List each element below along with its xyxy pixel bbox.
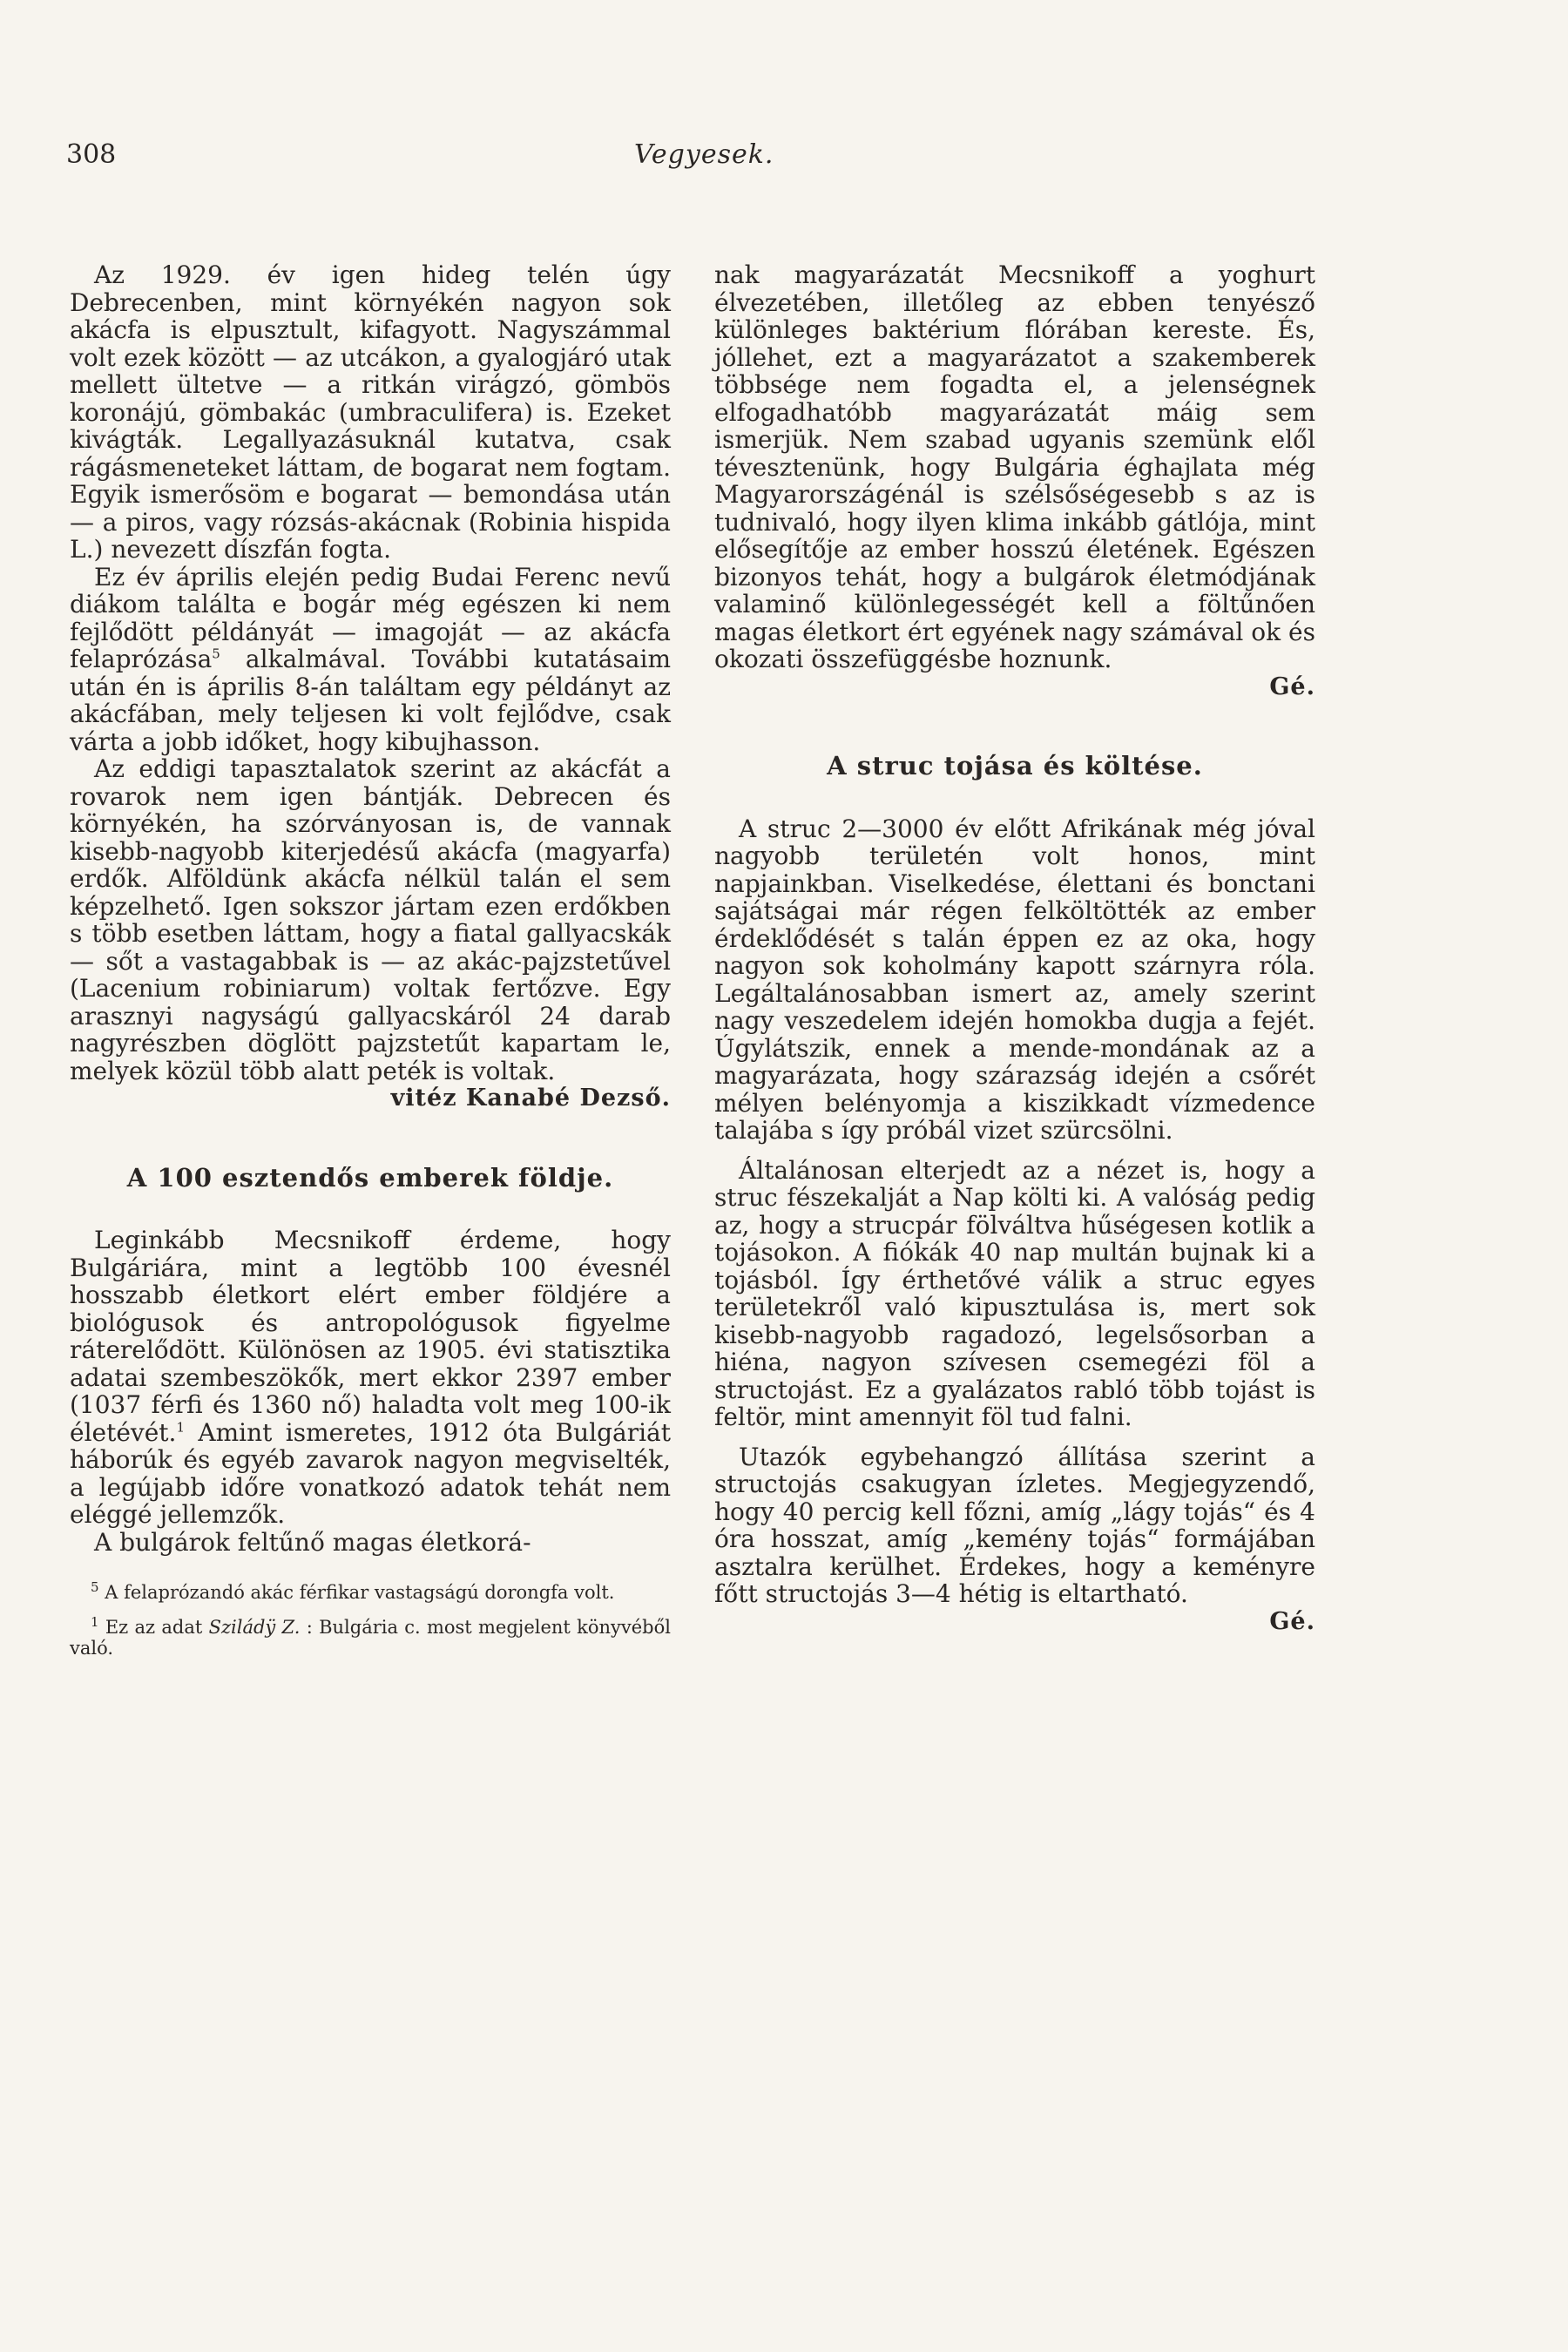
paragraph: Az eddigi tapasztalatok szerint az akácfát a rovarok nem igen bántják. Debrecen és környékén, ha szórványosan is, de vannak kisebb-nagyobb kiterjedésű akácfa (magyarfa) erdők. Alföldünk akácfa nélkül talán el sem képzelhető. Igen sokszor jártam ezen erdőkben s több esetben láttam, hogy a fiatal gallyacskák — sőt a vastagabbak is — az akác-pajzstetűvel (Lacenium robiniarum) voltak fertőzve. Egy arasznyi nagyságú gallyacskáról 24 darab nagyrészben döglött pajzstetűt kapartam le, melyek közül több alatt peték is voltak. <box>70 754 671 1085</box>
footnote-text: Ez az adat <box>105 1617 203 1638</box>
signature: Gé. <box>1269 672 1315 700</box>
footnote <box>70 1579 671 1603</box>
signature: vitéz Kanabé Dezső. <box>390 1085 671 1112</box>
section-title: A struc tojása és költése. <box>827 751 1203 781</box>
footnote-marker: 5 <box>91 1579 99 1595</box>
footnote-marker: 1 <box>91 1614 99 1630</box>
footnote-author: Sziládÿ Z. <box>208 1617 301 1638</box>
footnote-ref: 5 <box>212 645 220 662</box>
footnote-ref: 1 <box>176 1419 186 1436</box>
paragraph: Utazók egybehangzó állítása szerint a structojás csakugyan ízletes. Megjegyzendő, hogy 40 percig kell főzni, amíg „lágy tojás“ és 4 óra hosszat, amíg „kemény tojás“ formájában asztalra kerülhet. Érdekes, hogy a keményre főtt structojás 3—4 hétig is eltartható. <box>714 1442 1315 1608</box>
footnote-text: : Bulgária c. most megjelent könyvéből való. <box>70 1617 671 1659</box>
footnotes <box>70 1579 671 1659</box>
paragraph: A bulgárok feltűnő magas életkorá- <box>94 1527 531 1557</box>
footnote-text: A felaprózandó akác férfikar vastagságú dorongfa volt. <box>105 1582 615 1603</box>
paragraph: A struc 2—3000 év előtt Afrikának még jóval nagyobb területén volt honos, mint napjainkban. Viselkedése, élettani és bonctani sajátságai már régen felköltötték az ember érdeklődését s talán éppen ez az oka, hogy nagyon sok koholmány kapott szárnyra róla. Legáltalánosabban ismert az, amely szerint nagy veszedelem idején homokba dugja a fejét. Úgylátszik, ennek a mende-mondának az a magyarázata, hogy szárazság idején a csőrét mélyen belényomja a kiszikkadt vízmedence talajába s így próbál vizet szürcsölni. <box>714 814 1315 1145</box>
page-number: 308 <box>66 139 117 170</box>
section-title: A 100 esztendős emberek földje. <box>126 1162 614 1193</box>
paragraph-text: alkalmával. További kutatásaim után én is április 8-án találtam egy példányt az akácfában, mely teljesen ki volt fejlődve, csak várta a jobb időket, hogy kibujhasson. <box>70 645 671 756</box>
left-column <box>70 261 671 1667</box>
paragraph <box>70 1227 671 1529</box>
signature: Gé. <box>1269 1607 1315 1635</box>
paragraph-text: Leginkább Mecsnikoff érdeme, hogy Bulgáriára, mint a legtöbb 100 évesnél hosszabb életkort elért ember földjére a biológusok és antropológusok figyelme ráterelődött. Különösen az 1905. évi statisztika adatai szembeszökők, mert ekkor 2397 ember (1037 férfi és 1360 nő) haladta volt meg 100-ik életévét. <box>70 1226 671 1447</box>
paragraph-text: Amint ismeretes, 1912 óta Bulgáriát háborúk és egyéb zavarok nagyon megviselték, a legújabb időre vonatkozó adatok tehát nem eléggé jellemzők. <box>70 1417 671 1529</box>
paragraph: nak magyarázatát Mecsnikoff a yoghurt élvezetében, illetőleg az ebben tenyésző különleges baktérium flórában kereste. És, jóllehet, ezt a magyarázatot a szakemberek többsége nem fogadta el, a jelenségnek elfogadhatóbb magyarázatát máig sem ismerjük. Nem szabad ugyanis szemünk elől tévesztenünk, hogy Bulgária éghajlata még Magyarországénál is szélsőségesebb s az is tudnivaló, hogy ilyen klima inkább gátlója, mint elősegítője az ember hosszú életének. Egészen bizonyos tehát, hogy a bulgárok életmódjának valaminő különlegességét kell a föltűnően magas életkort ért egyének nagy számával ok és okozati összefüggésbe hoznunk. <box>714 260 1315 673</box>
right-column <box>714 261 1315 1635</box>
paragraph <box>70 564 671 756</box>
paragraph: Az 1929. év igen hideg telén úgy Debrecenben, mint környékén nagyon sok akácfa is elpusztult, kifagyott. Nagyszámmal volt ezek között — az utcákon, a gyalogjáró utak mellett ültetve — a ritkán virágzó, gömbös koronájú, gömbakác (umbraculifera) is. Ezeket kivágták. Legallyazásuknál kutatva, csak rágásmeneteket láttam, de bogarat nem fogtam. Egyik ismerősöm e bogarat — bemondása után — a piros, vagy rózsás-akácnak (Robinia hispida L.) nevezett díszfán fogta. <box>70 260 671 564</box>
footnote <box>70 1614 671 1659</box>
running-title: Vegyesek. <box>634 139 774 170</box>
paragraph: Általánosan elterjedt az a nézet is, hogy a struc fészekalját a Nap költi ki. A valóság pedig az, hogy a strucpár fölváltva hűségesen kotlik a tojásokon. A fiókák 40 nap multán bujnak ki a tojásból. Így érthetővé válik a struc egyes területekről való kipusztulása is, mert sok kisebb-nagyobb ragadozó, legelsősorban a hiéna, nagyon szívesen csemegézi föl a structojást. Ez a gyalázatos rabló több tojást is feltör, mint amennyit föl tud falni. <box>714 1155 1315 1431</box>
paragraph-text: Ez év április elején pedig Budai Ferenc nevű diákom találta e bogár még egészen ki nem fejlődött példányát — imagoját — az akácfa felaprózása <box>70 562 671 673</box>
